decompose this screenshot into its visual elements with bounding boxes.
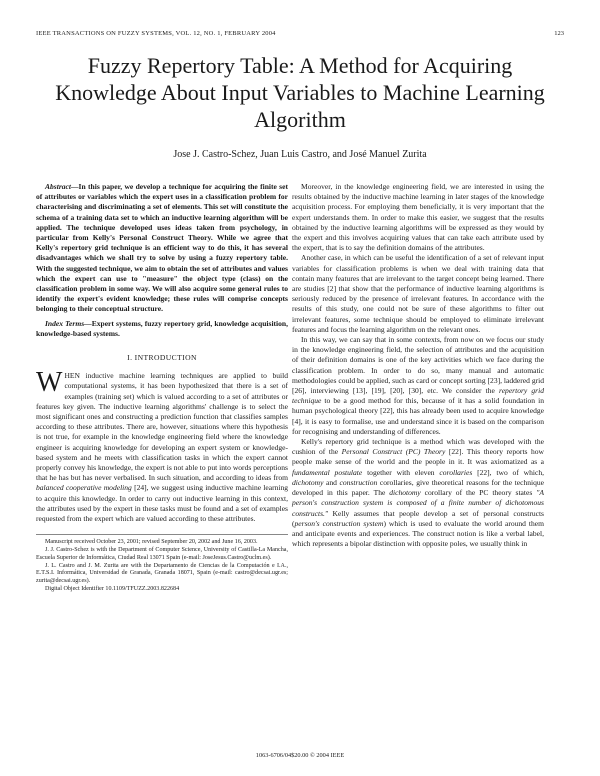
abstract-lead: Abstract— bbox=[45, 182, 79, 191]
author-list: Jose J. Castro-Schez, Juan Luis Castro, and José Manuel Zurita bbox=[173, 149, 427, 160]
body-text: ) which is used to evaluate the world around them and anticipate events and experiences. The construct notion is like a verbal label, which represents a bipolar distinction with opposite poles, we usually think in bbox=[292, 518, 544, 549]
body-text: corollaries, give theoretical reasons for the technique developed in this paper. The bbox=[292, 477, 544, 498]
index-terms-lead: Index Terms— bbox=[45, 318, 92, 328]
copyright-footer: 1063-6706/04$20.00 © 2004 IEEE bbox=[255, 752, 345, 759]
index-terms-text: Expert systems, fuzzy repertory grid, knowledge acquisition, knowledge-based systems. bbox=[36, 318, 289, 338]
body-emphasis: dichotomy bbox=[389, 488, 421, 498]
body-text: Kelly assumes that people develop a set of personal constructs ( bbox=[292, 508, 544, 528]
running-header: IEEE TRANSACTIONS ON FUZZY SYSTEMS, VOL. 12, NO. 1, FEBRUARY 2004 bbox=[36, 30, 276, 37]
body-text: In this way, we can say that in some contexts, from now on we focus our study in the knowledge engineering field, the selection of attributes and the acquisition of their definition domains is one of the key activities which we face during the classification problem. In order to do so, many manual and automatic methodologies could be applied, such as card or concept sorting [23], laddered grid [26], interviewing [13], [19], [20], [30], etc. We consider the bbox=[292, 335, 544, 396]
left-column bbox=[36, 182, 288, 594]
footnote: J. L. Castro and J. M. Zurita are with the Departamento de Ciencias de la Computación e I.A., E.T.S.I. Informática, Universidad de Granada, Granada 18071, Spain (e-mail: castro@decsai.ugr.es; zurita@decsai.ugr.es). bbox=[36, 562, 288, 585]
body-paragraph bbox=[292, 437, 544, 549]
body-text: to be a good method for this, because of it has a solid foundation in human psychological theory [22], this has already been used to acquire knowledge [4], it is easy to formalise, use and understand since it is based on the comparison for recognising and understanding of differences. bbox=[292, 396, 544, 436]
intro-text: HEN inductive machine learning techniques are applied to build computational systems, it has been hypothesized that there is a set of examples (training set) which is valued according to a set of attributes or features key given. The inductive learning algorithms' challenge is to select the most significant ones and constructing a prediction function that classifies samples according to these attributes. There are, however, situations where this hypothesis is not true, for example in the knowledge engineering field where the knowledge engineer is acquiring knowledge for developing an expert system or knowledge-based system and he meets with classification tasks in which the expert cannot properly convey his knowledge, the expert is not able to put into words perceptions that he has but has never verbalised. In such situation, and according to ideas from bbox=[36, 371, 288, 483]
body-emphasis: fundamental postulate bbox=[292, 467, 363, 477]
intro-text-end: [24], we suggest using inductive machine learning to acquire this knowledge. In order to carry out inductive learning in this context, the attributes used by the expert in these tasks must be found and a set of examples requested from the expert which are valued according to these attributes. bbox=[36, 483, 289, 524]
body-text: together with eleven bbox=[367, 467, 435, 477]
footnote: Manuscript received October 23, 2001; revised September 20, 2002 and June 16, 2003. bbox=[45, 539, 258, 546]
body-text: [22]. This theory reports how people make sense of the world and the people in it. It was axiomatized as a bbox=[292, 447, 545, 467]
body-text: [22], two of which, bbox=[477, 467, 544, 477]
footnote: Digital Object Identifier 10.1109/TFUZZ.2003.822684 bbox=[45, 586, 180, 593]
body-emphasis: Personal Construct (PC) Theory bbox=[341, 447, 446, 457]
abstract bbox=[36, 182, 288, 315]
paper-title: Fuzzy Repertory Table: A Method for Acquiring Knowledge About Input Variables to Machine Learning Algorithm bbox=[55, 53, 545, 132]
right-column bbox=[292, 182, 544, 549]
body-text: and bbox=[326, 477, 337, 487]
intro-emphasis: balanced cooperative modeling bbox=[36, 483, 132, 493]
footnotes bbox=[36, 534, 288, 594]
body-emphasis: person's construction system bbox=[294, 518, 384, 528]
index-terms bbox=[36, 319, 288, 339]
body-emphasis: construction bbox=[339, 477, 378, 487]
drop-cap: W bbox=[36, 367, 63, 399]
body-emphasis: corollaries bbox=[439, 467, 473, 477]
body-text: Kelly's repertory grid technique is a method which was developed with the cushion of the bbox=[292, 437, 544, 457]
body-emphasis: repertory grid technique bbox=[292, 386, 544, 406]
body-emphasis: "A person's construction system is composed of a finite number of dichotomous constructs." bbox=[292, 488, 545, 518]
body-paragraph bbox=[292, 335, 544, 437]
page-number: 123 bbox=[554, 30, 564, 37]
footnote: J. J. Castro-Schez is with the Department of Computer Science, University of Castilla-La Mancha, Escuela Superior de Informática, Ciudad Real 13071 Spain (e-mail: JoseJesus.Castro@uclm.es). bbox=[36, 547, 288, 561]
section-heading: I. INTRODUCTION bbox=[127, 353, 197, 363]
body-emphasis: dichotomy bbox=[292, 477, 324, 487]
abstract-text: In this paper, we develop a technique for acquiring the finite set of attributes or variables which the expert uses in a classification problem for characterising and discriminating a set of elements. This set will constitute the schema of a training data set to which an inductive learning algorithm will be applied. The technique developed uses ideas taken from psychology, in particular from Kelly's Personal Construct Theory. While we agree that Kelly's repertory grid technique is an efficient way to do this, it has several disadvantages which we shall try to solve by using a fuzzy repertory table. With the suggested technique, we aim to obtain the set of attributes and values which the expert can use to "measure" the object type (class) on the classification problem in some way. We will also acquire some general rules to identify the expert's evident knowledge; these rules will comprise concepts belonging to their conceptual structure. bbox=[36, 182, 288, 314]
body-paragraph: Moreover, in the knowledge engineering field, we are interested in using the results obtained by the inductive machine learning in later stages of the knowledge acquisition process. For employing them beneficially, it is very important that the expert understands them. In order to make this easier, we suggest that the results obtained by the inductive learning algorithms will be expressed as they would by the expert and this involves acquiring values that can take each attribute used by the expert, that is to say the definition domains of the attributes. bbox=[292, 182, 544, 253]
body-paragraph: Another case, in which can be useful the identification of a set of relevant input variables for classification problems is when we deal with training data that contain many features that are irrelevant to the target concept being learned. There are studies [2] that show that the performance of inductive learning algorithms is seriously reduced by the presence of irrelevant features. In accordance with the results of this study, one could not be sure of these algorithms to filter out irrelevant features, some technique should be employed to eliminate irrelevant features and focus the learning algorithm on the relevant ones. bbox=[292, 253, 544, 334]
intro-paragraph bbox=[36, 367, 289, 524]
body-text: corollary of the PC theory states bbox=[424, 488, 533, 498]
